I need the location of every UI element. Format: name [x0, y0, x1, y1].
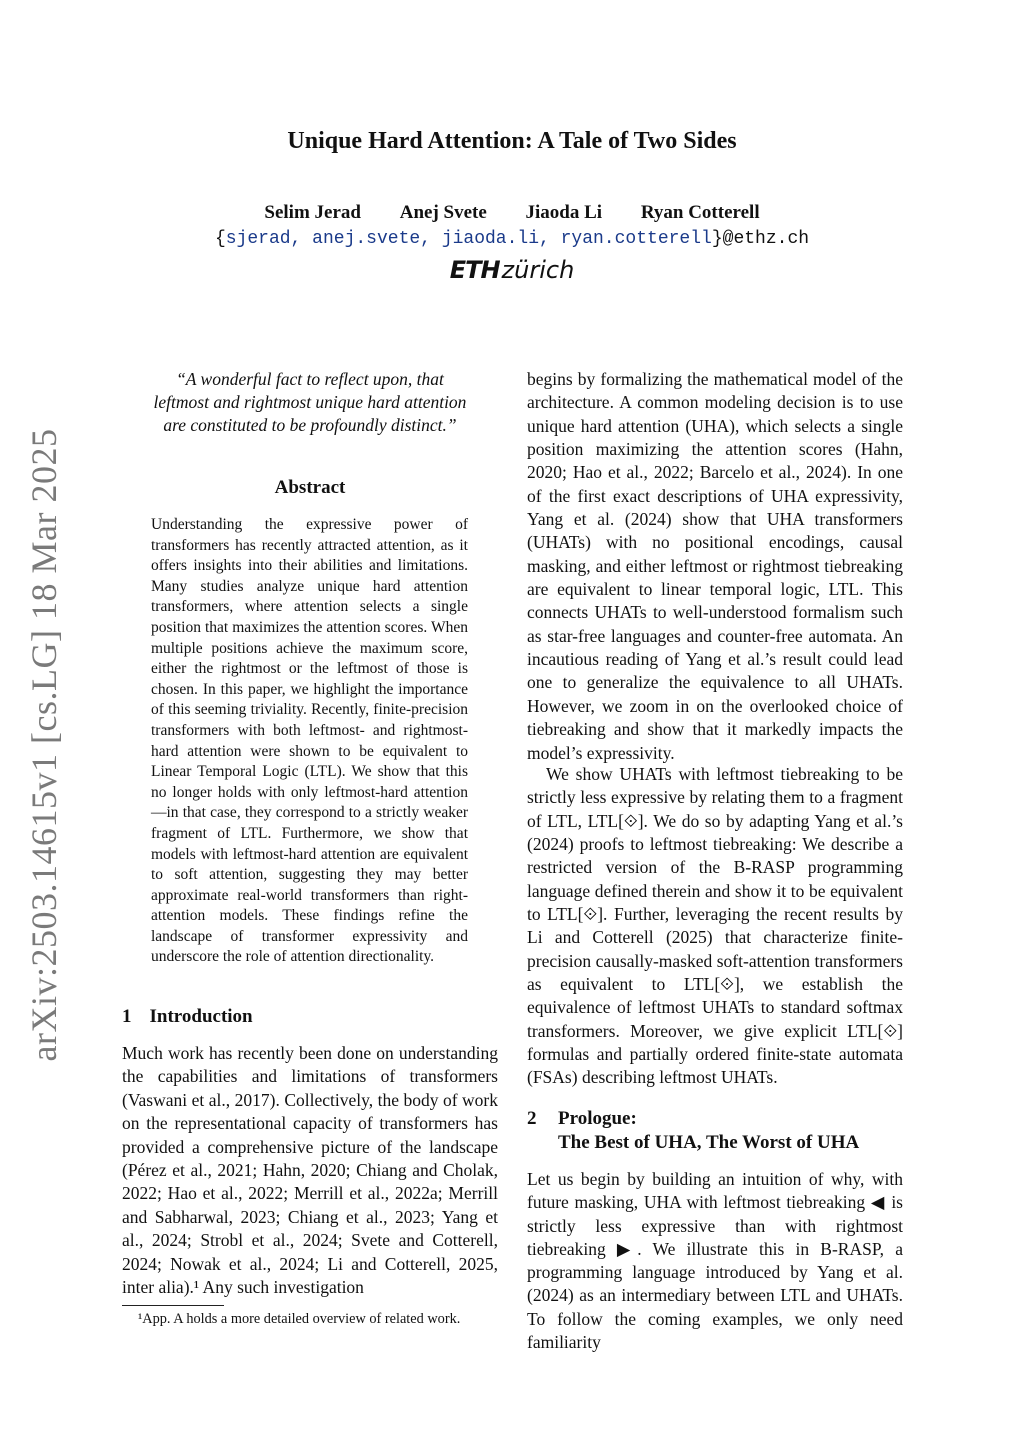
- epigraph-quote: “A wonderful fact to reflect upon, that leftmost and rightmost unique hard attention are constituted to be profoundly distinct.”: [153, 369, 467, 435]
- eth-logo-mark: ETH: [449, 256, 500, 284]
- footnote: ¹App. A holds a more detailed overview of related work.: [138, 1311, 461, 1327]
- footnote-divider: [122, 1305, 224, 1306]
- email-domain: }@ethz.ch: [711, 229, 810, 249]
- arxiv-stamp: arXiv:2503.14615v1 [cs.LG] 18 Mar 2025: [24, 428, 64, 1062]
- prologue-paragraph: Let us begin by building an intuition of why, with future masking, UHA with leftmost tiebreaking ◀ is strictly less expressive than with rightmost tiebreaking ▶. We illustrate this in B-RASP, a programming language introduced by Yang et al. (2024) as an intermediary between LTL and UHATs. To follow the coming examples, we only need familiarity: [527, 1169, 903, 1353]
- paper-title: Unique Hard Attention: A Tale of Two Sides: [287, 128, 737, 154]
- author-list: [0, 202, 1024, 224]
- email-names-link[interactable]: sjerad, anej.svete, jiaoda.li, ryan.cotterell: [225, 229, 712, 249]
- section-title: Introduction: [149, 1006, 253, 1027]
- author-name: Jiaoda Li: [525, 202, 603, 223]
- abstract-heading: Abstract: [274, 477, 346, 498]
- section-title: Prologue:: [558, 1108, 637, 1129]
- section-number: 2: [527, 1108, 537, 1129]
- author-name: Ryan Cotterell: [640, 202, 760, 223]
- section-number: 1: [122, 1006, 132, 1027]
- section-heading-prologue: [527, 1107, 859, 1155]
- email-brace-open: {: [214, 229, 226, 249]
- abstract-body: Understanding the expressive power of transformers has recently attracted attention, as it offers insights into their abilities and limitations. Many studies analyze unique hard attention transformers, where attention selects a single position that maximizes the attention scores. When multiple positions achieve the maximum score, either the rightmost or the leftmost of those is chosen. In this paper, we highlight the importance of this seeming triviality. Recently, finite-precision transformers with both leftmost- and rightmost-hard attention were shown to be equivalent to Linear Temporal Logic (LTL). We show that this no longer holds with only leftmost-hard attention—in that case, they correspond to a strictly weaker fragment of LTL. Furthermore, we show that models with leftmost-hard attention are equivalent to soft attention, suggesting they may better approximate real-world transformers than right-attention models. These findings refine the landscape of transformer expressivity and underscore the role of attention directionality.: [151, 516, 468, 966]
- section-heading-introduction: [122, 1006, 253, 1028]
- section-subtitle: The Best of UHA, The Worst of UHA: [558, 1132, 860, 1153]
- body-paragraph: begins by formalizing the mathematical model of the architecture. A common modeling decision is to use unique hard attention (UHA), which selects a single position maximizing the attention scores (Hahn, 2020; Hao et al., 2022; Barcelo et al., 2024). In one of the first exact descriptions of UHA expressivity, Yang et al. (2024) show that UHA transformers (UHATs) with no positional encodings, causal masking, and either leftmost or rightmost tiebreaking are equivalent to linear temporal logic, LTL. This connects UHATs to well-understood formalism such as star-free languages and counter-free automata. An incautious reading of Yang et al.’s result could lead one to generalize the equivalence to all UHATs. However, we zoom in on the overlooked choice of tiebreaking and show that it markedly impacts the model’s expressivity.: [527, 369, 903, 763]
- author-emails: [0, 229, 1024, 249]
- author-name: Selim Jerad: [264, 202, 361, 223]
- eth-logo-zurich: zürich: [501, 256, 575, 284]
- author-name: Anej Svete: [399, 202, 487, 223]
- eth-zurich-logo: [0, 256, 1024, 284]
- introduction-paragraph: Much work has recently been done on understanding the capabilities and limitations of transformers (Vaswani et al., 2017). Collectively, the body of work on the representational capacity of transformers has provided a comprehensive picture of the landscape (Pérez et al., 2021; Hahn, 2020; Chiang and Cholak, 2022; Hao et al., 2022; Merrill et al., 2022a; Merrill and Sabharwal, 2023; Chiang et al., 2023; Yang et al., 2024; Strobl et al., 2024; Svete and Cotterell, 2024; Nowak et al., 2024; Li and Cotterell, 2025, inter alia).¹ Any such investigation: [122, 1043, 498, 1298]
- body-paragraph: We show UHATs with leftmost tiebreaking to be strictly less expressive by relating them to a fragment of LTL, LTL[⟐]. We do so by adapting Yang et al.’s (2024) proofs to leftmost tiebreaking: We describe a restricted version of the B-RASP programming language defined therein and show it to be equivalent to LTL[⟐]. Further, leveraging the recent results by Li and Cotterell (2025) that characterize finite-precision causally-masked soft-attention transformers as equivalent to LTL[⟐], we establish the equivalence of leftmost UHATs to standard softmax transformers. Moreover, we give explicit LTL[⟐] formulas and partially ordered finite-state automata (FSAs) describing leftmost UHATs.: [527, 764, 903, 1088]
